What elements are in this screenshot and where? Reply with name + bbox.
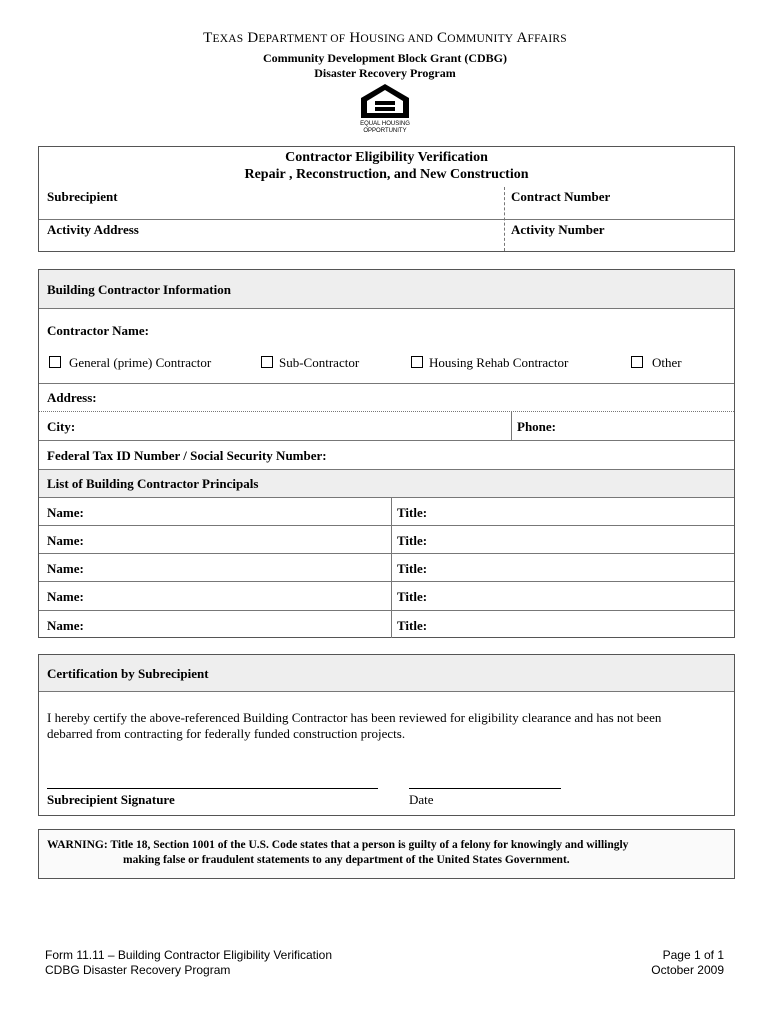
activity-address-label: Activity Address <box>47 222 139 237</box>
certification-statement-1: I hereby certify the above-referenced Building Contractor has been reviewed for eligibility clearance and has not been <box>47 710 662 725</box>
principal-title-label: Title: <box>397 561 428 576</box>
housing-rehab-checkbox[interactable] <box>411 356 423 368</box>
certification-title: Certification by Subrecipient <box>47 666 209 681</box>
footer-right <box>651 948 724 978</box>
footer-form-name: Form 11.11 – Building Contractor Eligibility Verification <box>45 948 333 962</box>
principal-title-label: Title: <box>397 533 428 548</box>
principal-name-label: Name: <box>47 505 84 520</box>
contract-number-label: Contract Number <box>511 189 611 204</box>
signature-line[interactable] <box>47 788 378 789</box>
warning-line-1: WARNING: Title 18, Section 1001 of the U.S. Code states that a person is guilty of a felony for knowingly and willingly <box>47 839 629 851</box>
principals-title: List of Building Contractor Principals <box>47 476 259 491</box>
footer-date: October 2009 <box>651 963 724 977</box>
program-subtitle: Community Development Block Grant (CDBG) <box>263 51 507 65</box>
agency-name: TEXAS DEPARTMENT OF HOUSING AND COMMUNITY AFFAIRS <box>203 30 567 46</box>
principal-title-label: Title: <box>397 618 428 633</box>
warning-line-2: making false or fraudulent statements to any department of the United States Government. <box>123 854 570 866</box>
general-contractor-label: General (prime) Contractor <box>69 355 212 370</box>
equal-housing-icon <box>357 82 413 134</box>
address-label: Address: <box>47 390 97 405</box>
principal-title-label: Title: <box>397 589 428 604</box>
principal-title-label: Title: <box>397 505 428 520</box>
contractor-name-label: Contractor Name: <box>47 323 149 338</box>
title-block <box>38 146 735 252</box>
program-subtitle-2: Disaster Recovery Program <box>314 66 456 80</box>
principal-name-label: Name: <box>47 618 84 633</box>
sub-contractor-label: Sub-Contractor <box>279 355 360 370</box>
footer-program: CDBG Disaster Recovery Program <box>45 963 231 977</box>
tax-id-label: Federal Tax ID Number / Social Security Number: <box>47 448 327 463</box>
contractor-section <box>38 269 735 638</box>
activity-number-label: Activity Number <box>511 222 605 237</box>
signature-label: Subrecipient Signature <box>47 792 175 807</box>
subrecipient-label: Subrecipient <box>47 189 118 204</box>
logo-text-1: EQUAL HOUSING <box>360 121 410 127</box>
other-checkbox[interactable] <box>631 356 643 368</box>
logo-text-2: OPPORTUNITY <box>363 128 407 134</box>
principal-name-label: Name: <box>47 589 84 604</box>
principal-name-label: Name: <box>47 533 84 548</box>
housing-rehab-label: Housing Rehab Contractor <box>429 355 569 370</box>
footer-left <box>45 948 332 978</box>
phone-label: Phone: <box>517 419 556 434</box>
principal-name-label: Name: <box>47 561 84 576</box>
form-subtitle: Repair , Reconstruction, and New Construction <box>244 167 529 182</box>
certification-section <box>38 654 735 816</box>
footer-page: Page 1 of 1 <box>662 948 724 962</box>
date-line[interactable] <box>409 788 561 789</box>
general-contractor-checkbox[interactable] <box>49 356 61 368</box>
date-label: Date <box>409 792 434 807</box>
city-label: City: <box>47 419 76 434</box>
sub-contractor-checkbox[interactable] <box>261 356 273 368</box>
certification-statement-2: debarred from contracting for federally funded construction projects. <box>47 726 406 741</box>
other-label: Other <box>652 355 682 370</box>
warning-box <box>38 829 735 879</box>
contractor-section-title: Building Contractor Information <box>47 282 231 297</box>
form-title: Contractor Eligibility Verification <box>285 150 488 165</box>
equal-housing-logo <box>357 82 413 139</box>
